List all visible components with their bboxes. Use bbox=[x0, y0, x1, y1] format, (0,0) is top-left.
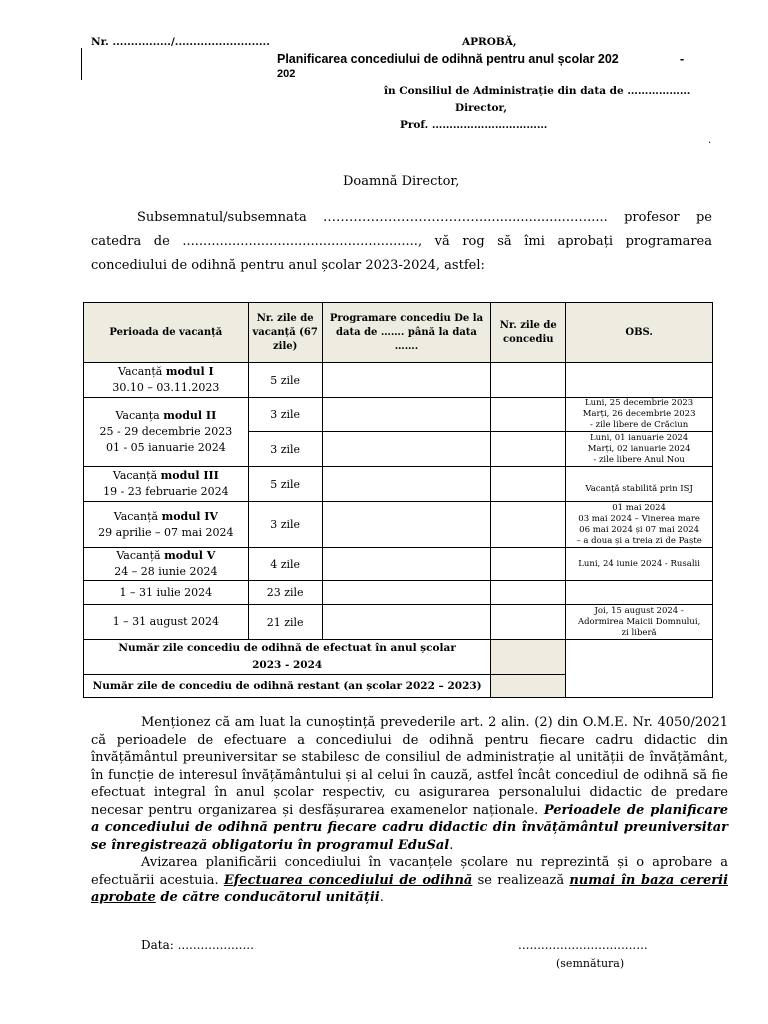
restant-label: Număr zile de concediu de odihnă restant (an școlar 2022 – 2023) bbox=[84, 675, 491, 698]
approved-request-emphasis: numai în baza cererii aprobate bbox=[91, 872, 729, 905]
leave-days-input-cell[interactable] bbox=[491, 363, 566, 398]
schedule-input-cell[interactable] bbox=[322, 581, 491, 605]
period-dates: 29 aprilie – 07 mai 2024 bbox=[98, 525, 234, 539]
period-cell: Vacanță modul IV 29 aprilie – 07 mai 2024 bbox=[84, 502, 249, 548]
unit-head-emphasis: de către conducătorul unității bbox=[155, 890, 380, 905]
leave-days-input-cell[interactable] bbox=[491, 398, 566, 432]
days-cell: 3 zile bbox=[248, 502, 322, 548]
module-name: modul V bbox=[164, 549, 216, 562]
intro-paragraph bbox=[91, 206, 712, 278]
table-header-row bbox=[84, 303, 713, 363]
period-dates: 25 - 29 decembrie 2023 bbox=[99, 425, 233, 438]
period-cell: Vacanță modul III 19 - 23 februarie 2024 bbox=[84, 467, 249, 502]
leave-days-input-cell[interactable] bbox=[491, 581, 566, 605]
professor-line: Prof. …………………………… bbox=[400, 119, 548, 131]
schedule-input-cell[interactable] bbox=[322, 467, 491, 502]
schedule-input-cell[interactable] bbox=[322, 398, 491, 432]
margin-line bbox=[81, 48, 82, 80]
terms-text bbox=[91, 714, 728, 907]
total-label: Număr zile concediu de odihnă de efectuat în anul școlar bbox=[118, 642, 456, 654]
module-name: modul IV bbox=[161, 509, 218, 523]
director-label: Director, bbox=[455, 102, 507, 114]
table-row bbox=[84, 605, 713, 640]
leave-days-input-cell[interactable] bbox=[491, 548, 566, 581]
council-date-line: în Consiliul de Administrație din data de ……………… bbox=[384, 85, 691, 97]
header-nr-concediu: Nr. zile de concediu bbox=[491, 303, 566, 363]
header-perioada: Perioada de vacanță bbox=[84, 303, 249, 363]
signature-line[interactable]: .................................. bbox=[518, 938, 648, 952]
table-row bbox=[84, 548, 713, 581]
schedule-input-cell[interactable] bbox=[322, 432, 491, 467]
terms-paragraph-2: Avizarea planificării concediului în vacanțele școlare nu reprezintă și o aprobare a efectuării acestuia. Efectuarea concediului de odihnă se realizează numai în baza cererii aprobate de către conducătorul unității. bbox=[91, 855, 729, 905]
total-days-input-cell[interactable] bbox=[491, 640, 566, 675]
total-label-cell bbox=[84, 640, 491, 675]
header-programare: Programare concediu De la data de ……. până la data ……. bbox=[322, 303, 491, 363]
period-dates-2: 01 - 05 ianuarie 2024 bbox=[105, 441, 226, 454]
days-cell: 21 zile bbox=[248, 605, 322, 640]
days-cell: 5 zile bbox=[248, 363, 322, 398]
terms-paragraph-1: Menționez că am luat la cunoștință prevederile art. 2 alin. (2) din O.M.E. Nr. 4050/2021 că perioadele de efectuare a concediului de odihnă pentru fiecare cadru didactic din învățământul preuniversitar se stabilesc de consiliul de administrație al unității de învățământ, în funcție de interesul învățământului și al celui în cauză, astfel încât concediul de odihnă să fie efectuat integral în anul școlar respectiv, cu asigurarea personalului didactic de predare necesar pentru organizarea și desfășurarea examenelor naționale. Perioadele de planificare a concediului de odihnă pentru fiecare cadru didactic din învățământul preuniversitar se înregistrează obligatoriu în programul EduSal. bbox=[91, 715, 728, 853]
leave-days-input-cell[interactable] bbox=[491, 502, 566, 548]
table-row bbox=[84, 363, 713, 398]
vacation-table bbox=[83, 302, 713, 698]
obs-cell: Vacanță stabilită prin ISJ bbox=[566, 467, 713, 502]
period-dates: 30.10 – 03.11.2023 bbox=[112, 381, 220, 394]
salutation: Doamnă Director, bbox=[343, 174, 460, 189]
module-name: modul I bbox=[165, 365, 214, 378]
period-cell: Vacanță modul V 24 – 28 iunie 2024 bbox=[84, 548, 249, 581]
obs-cell bbox=[566, 581, 713, 605]
module-name: modul II bbox=[163, 409, 217, 422]
table-row bbox=[84, 502, 713, 548]
obs-cell: 01 mai 2024 03 mai 2024 – Vinerea mare 06 mai 2024 și 07 mai 2024 – a doua și a treia zi de Paște bbox=[566, 502, 713, 548]
days-cell: 3 zile bbox=[248, 398, 322, 432]
table-row bbox=[84, 467, 713, 502]
page-title-year: 202 bbox=[277, 68, 296, 80]
leave-days-input-cell[interactable] bbox=[491, 467, 566, 502]
obs-cell: Luni, 25 decembrie 2023 Marți, 26 decembrie 2023 - zile libere de Crăciun bbox=[566, 398, 713, 432]
date-field[interactable]: Data: .................... bbox=[141, 938, 254, 952]
total-row bbox=[84, 640, 713, 675]
header-obs: OBS. bbox=[566, 303, 713, 363]
header-nr-zile: Nr. zile de vacanță (67 zile) bbox=[248, 303, 322, 363]
period-cell: Vacanța modul II 25 - 29 decembrie 2023 01 - 05 ianuarie 2024 bbox=[84, 398, 249, 467]
period-cell: 1 – 31 iulie 2024 bbox=[84, 581, 249, 605]
leave-days-input-cell[interactable] bbox=[491, 432, 566, 467]
period-dates: 19 - 23 februarie 2024 bbox=[103, 485, 229, 498]
schedule-input-cell[interactable] bbox=[322, 502, 491, 548]
obs-cell bbox=[566, 363, 713, 398]
approval-label: APROBĂ, bbox=[462, 36, 517, 48]
page-title: Planificarea concediului de odihnă pentru anul școlar 202 bbox=[277, 52, 619, 66]
edusal-notice: Perioadele de planificare a concediului de odihnă pentru fiecare cadru didactic din învățământul preuniversitar se înregistrează obligatoriu în programul EduSal bbox=[91, 802, 728, 853]
period-cell: 1 – 31 august 2024 bbox=[84, 605, 249, 640]
table-row bbox=[84, 398, 713, 432]
restant-days-input-cell[interactable] bbox=[491, 675, 566, 698]
table-row bbox=[84, 581, 713, 605]
intro-text: Subsemnatul/subsemnata ……………………………….......................…..... profesor pe catedra de ........................................................., vă rog să îmi aprobați programarea concediului de odihnă pentru anul școlar 2023-2024, astfel: bbox=[91, 210, 712, 273]
schedule-input-cell[interactable] bbox=[322, 363, 491, 398]
stray-dot: . bbox=[708, 135, 712, 146]
document-number: Nr. ................/.......................... bbox=[91, 36, 270, 48]
obs-cell: Luni, 01 ianuarie 2024 Marți, 02 ianuarie 2024 - zile libere Anul Nou bbox=[566, 432, 713, 467]
obs-cell: Luni, 24 iunie 2024 - Rusalii bbox=[566, 548, 713, 581]
period-cell: Vacanță modul I 30.10 – 03.11.2023 bbox=[84, 363, 249, 398]
obs-cell: Joi, 15 august 2024 - Adormirea Maicii Domnului, zi liberă bbox=[566, 605, 713, 640]
days-cell: 5 zile bbox=[248, 467, 322, 502]
title-dash: - bbox=[680, 52, 685, 66]
days-cell: 3 zile bbox=[248, 432, 322, 467]
schedule-input-cell[interactable] bbox=[322, 548, 491, 581]
leave-execution-emphasis: Efectuarea concediului de odihnă bbox=[223, 872, 473, 888]
days-cell: 4 zile bbox=[248, 548, 322, 581]
total-year: 2023 - 2024 bbox=[252, 659, 323, 671]
total-obs-cell bbox=[566, 640, 713, 698]
period-dates: 24 – 28 iunie 2024 bbox=[114, 565, 218, 578]
schedule-input-cell[interactable] bbox=[322, 605, 491, 640]
days-cell: 23 zile bbox=[248, 581, 322, 605]
signature-caption: (semnătura) bbox=[556, 957, 625, 970]
module-name: modul III bbox=[160, 469, 219, 482]
leave-days-input-cell[interactable] bbox=[491, 605, 566, 640]
